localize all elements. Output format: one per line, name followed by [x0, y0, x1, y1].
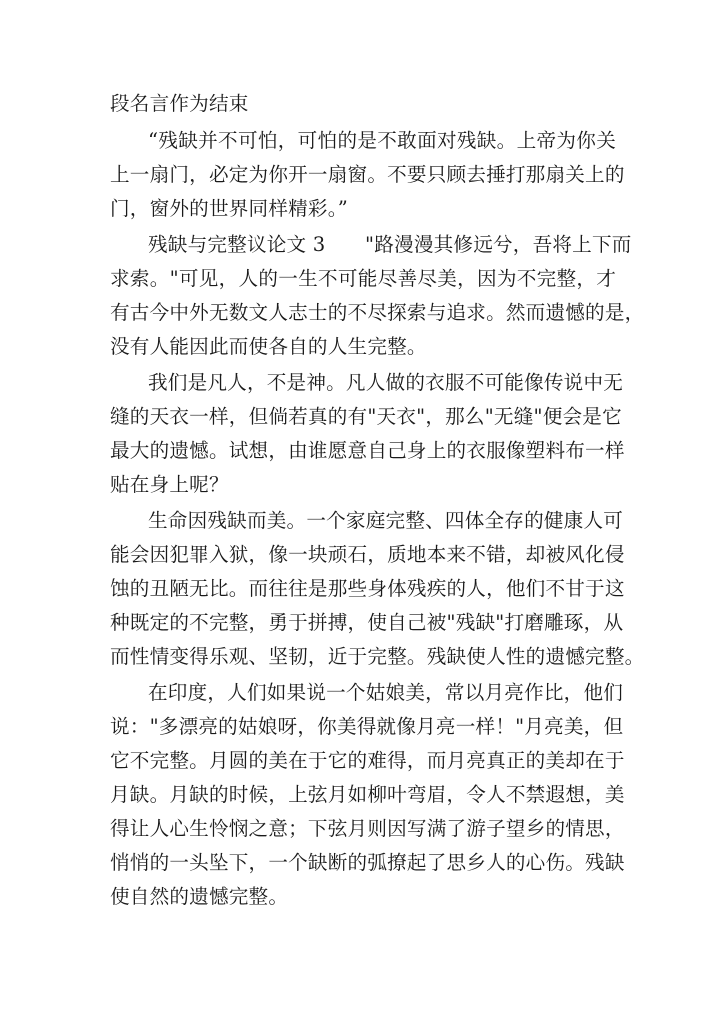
text-line: 悄悄的一头坠下，一个缺断的弧撩起了思乡人的心伤。残缺 — [110, 851, 625, 874]
paragraph-first-line: 我们是凡人，不是神。凡人做的衣服不可能像传说中无 — [148, 371, 624, 394]
text-line: 蚀的丑陋无比。而往往是那些身体残疾的人，他们不甘于这 — [110, 577, 625, 600]
text-line: 贴在身上呢？ — [110, 473, 229, 496]
paragraph-first-line: 在印度，人们如果说一个姑娘美，常以月亮作比，他们 — [148, 681, 624, 704]
text-line: 段名言作为结束 — [110, 92, 249, 115]
text-line: 月缺。月缺的时候，上弦月如柳叶弯眉，令人不禁遐想，美 — [110, 783, 625, 806]
text-line: 它不完整。月圆的美在于它的难得，而月亮真正的美却在于 — [110, 749, 625, 772]
text-line: 求索。"可见，人的一生不可能尽善尽美，因为不完整，才 — [110, 267, 616, 290]
text-line: 最大的遗憾。试想，由谁愿意自己身上的衣服像塑料布一样 — [110, 439, 625, 462]
paragraph-first-line: 生命因残缺而美。一个家庭完整、四体全存的健康人可 — [148, 509, 624, 532]
text-line: 得让人心生怜悯之意；下弦月则因写满了游子望乡的情思， — [110, 817, 625, 840]
text-line: 使自然的遗憾完整。 — [110, 885, 289, 908]
text-line: 种既定的不完整，勇于拼搏，使自己被"残缺"打磨雕琢，从 — [110, 611, 624, 634]
text-line: 缝的天衣一样，但倘若真的有"天衣"，那么"无缝"便会是它 — [110, 405, 622, 428]
text-line: 门，窗外的世界同样精彩。” — [110, 197, 348, 220]
paragraph-first-line: “残缺并不可怕，可怕的是不敢面对残缺。上帝为你关 — [148, 129, 616, 152]
text-line: 能会因犯罪入狱，像一块顽石，质地本来不错，却被风化侵 — [110, 543, 625, 566]
text-line: 而性情变得乐观、坚韧，近于完整。残缺使人性的遗憾完整。 — [110, 645, 645, 668]
text-line: 有古今中外无数文人志士的不尽探索与追求。然而遗憾的是， — [110, 301, 645, 324]
text-line: 没有人能因此而使各自的人生完整。 — [110, 335, 427, 358]
paragraph-first-line: 残缺与完整议论文 3 "路漫漫其修远兮，吾将上下而 — [148, 233, 632, 256]
text-line: 上一扇门，必定为你开一扇窗。不要只顾去捶打那扇关上的 — [110, 163, 625, 186]
text-line: 说："多漂亮的姑娘呀，你美得就像月亮一样！"月亮美，但 — [110, 715, 624, 738]
